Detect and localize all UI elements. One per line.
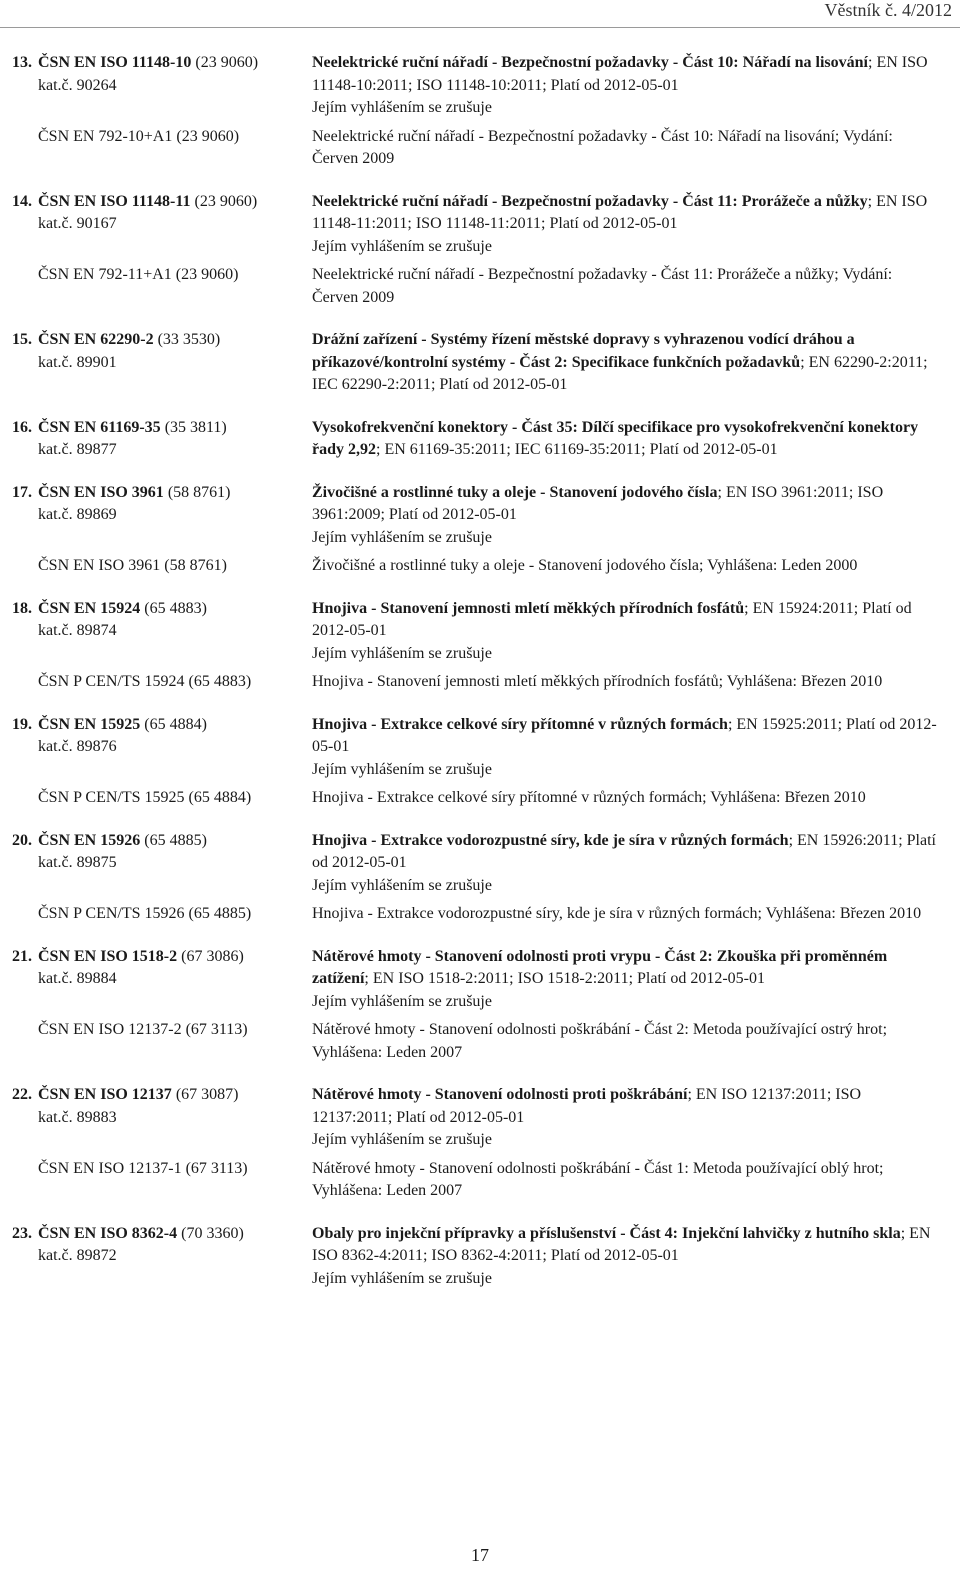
- entry-number: 21.: [12, 947, 32, 965]
- classification-code: (23 9060): [191, 54, 259, 71]
- entry-main-row: [0, 598, 960, 666]
- classification-code: (33 3530): [153, 331, 221, 348]
- catalog-number: kat.č. 89877: [38, 441, 117, 458]
- standard-title: Nátěrové hmoty - Stanovení odolnosti proti poškrábání: [312, 1086, 688, 1103]
- entry-code-cell: [0, 946, 302, 1014]
- standard-title: Drážní zařízení - Systémy řízení městské dopravy s vyhrazenou vodící dráhou a příkazové/kontrolní systémy - Část 2: Specifikace funkčních požadavků: [312, 331, 855, 371]
- entry-description-cell: [302, 482, 942, 550]
- catalog-number: kat.č. 89901: [38, 353, 117, 371]
- standard-code: ČSN EN ISO 11148-10: [38, 54, 192, 71]
- cancellation-note: Jejím vyhlášením se zrušuje: [312, 876, 492, 894]
- replaced-description: Hnojiva - Stanovení jemnosti mletí měkkých přírodních fosfátů; Vyhlášena: Březen 2010: [312, 673, 883, 690]
- catalog-number: kat.č. 89876: [38, 738, 117, 755]
- entry-description-cell: [302, 1223, 942, 1291]
- replaced-code: ČSN EN 792-11+A1 (23 9060): [38, 266, 239, 283]
- entry-code-cell: [0, 417, 302, 462]
- replaced-code: ČSN EN ISO 3961 (58 8761): [38, 557, 227, 574]
- entry-description-cell: [302, 329, 942, 397]
- entry-main-row: [0, 830, 960, 898]
- standard-details: ; EN ISO 1518-2:2011; ISO 1518-2:2011; Platí od 2012-05-01: [364, 970, 765, 987]
- catalog-number: kat.č. 89874: [38, 622, 117, 639]
- classification-code: (67 3086): [177, 947, 244, 965]
- standard-title: Vysokofrekvenční konektory - Část 35: Dílčí specifikace pro vysokofrekvenční konektory řady 2,92: [312, 418, 919, 458]
- entry-description-cell: [302, 417, 942, 462]
- standard-code: ČSN EN ISO 3961: [38, 483, 164, 501]
- entry-description-cell: [302, 830, 942, 898]
- entry-main-row: [0, 329, 960, 397]
- entry-description-cell: [302, 946, 942, 1014]
- entry-number: 14.: [12, 192, 32, 210]
- replaced-code: ČSN P CEN/TS 15924 (65 4883): [38, 673, 252, 690]
- standard-entry: [0, 714, 960, 810]
- standard-code: ČSN EN ISO 8362-4: [38, 1224, 178, 1242]
- standard-title: Hnojiva - Stanovení jemnosti mletí měkkých přírodních fosfátů: [312, 599, 745, 617]
- standard-title: Nátěrové hmoty - Stanovení odolnosti proti vrypu - Část 2: Zkouška při proměnném zatížení: [312, 947, 888, 987]
- classification-code: (65 4883): [140, 599, 207, 617]
- standard-code: ČSN EN ISO 1518-2: [38, 947, 178, 965]
- standard-code: ČSN EN ISO 11148-11: [38, 192, 191, 210]
- cancellation-note: Jejím vyhlášením se zrušuje: [312, 528, 492, 546]
- catalog-number: kat.č. 89883: [38, 1108, 117, 1126]
- standard-entry: [0, 1223, 960, 1291]
- standard-entry: [0, 417, 960, 462]
- standard-code: ČSN EN 15925: [38, 715, 141, 733]
- entry-replaced-row: [0, 903, 960, 926]
- catalog-number: kat.č. 89869: [38, 506, 117, 523]
- standard-details: ; EN ISO 12137:2011; ISO 12137:2011; Platí od 2012-05-01: [312, 1086, 862, 1126]
- standard-code: ČSN EN 62290-2: [38, 331, 154, 348]
- classification-code: (35 3811): [160, 418, 227, 436]
- entry-main-row: [0, 946, 960, 1014]
- entry-code-cell: [0, 1084, 302, 1152]
- entry-number: 23.: [12, 1224, 32, 1242]
- entry-replaced-row: [0, 126, 960, 171]
- journal-issue: Věstník č. 4/2012: [824, 0, 952, 20]
- standard-details: ; EN ISO 11148-11:2011; ISO 11148-11:2011; Platí od 2012-05-01: [312, 192, 928, 232]
- entry-number: 18.: [12, 599, 32, 617]
- page-number: 17: [471, 1545, 489, 1565]
- standards-list: [0, 52, 960, 1310]
- entry-main-row: [0, 1084, 960, 1152]
- entry-number: 17.: [12, 483, 32, 501]
- cancellation-note: Jejím vyhlášením se zrušuje: [312, 1269, 492, 1287]
- standard-code: ČSN EN 15926: [38, 831, 141, 849]
- standard-entry: [0, 598, 960, 694]
- standard-entry: [0, 191, 960, 310]
- classification-code: (58 8761): [163, 483, 231, 501]
- classification-code: (65 4884): [140, 715, 207, 733]
- standard-code: ČSN EN ISO 12137: [38, 1086, 172, 1103]
- replaced-description: Nátěrové hmoty - Stanovení odolnosti poškrábání - Část 1: Metoda používající oblý hrot; Vyhlášena: Leden 2007: [312, 1159, 884, 1199]
- entry-code-cell: [0, 329, 302, 397]
- standard-entry: [0, 52, 960, 171]
- classification-code: (70 3360): [177, 1224, 244, 1242]
- classification-code: (65 4885): [140, 831, 207, 849]
- cancellation-note: Jejím vyhlášením se zrušuje: [312, 760, 492, 778]
- standard-details: ; EN 15925:2011; Platí od 2012-05-01: [312, 715, 937, 755]
- entry-replaced-row: [0, 264, 960, 309]
- standard-title: Hnojiva - Extrakce celkové síry přítomné v různých formách: [312, 715, 728, 733]
- standard-title: Neelektrické ruční nářadí - Bezpečnostní požadavky - Část 11: Prorážeče a nůžky: [312, 192, 868, 210]
- page-header: [0, 0, 960, 28]
- entry-code-cell: [0, 830, 302, 898]
- entry-number: 15.: [12, 331, 32, 348]
- standard-entry: [0, 830, 960, 926]
- catalog-number: kat.č. 90167: [38, 215, 117, 232]
- entry-replaced-row: [0, 1019, 960, 1064]
- standard-code: ČSN EN 61169-35: [38, 418, 161, 436]
- standard-details: ; EN ISO 3961:2011; ISO 3961:2009; Platí od 2012-05-01: [312, 483, 884, 523]
- standard-entry: [0, 1084, 960, 1203]
- replaced-code: ČSN EN ISO 12137-2 (67 3113): [38, 1021, 248, 1038]
- standard-details: ; EN 15926:2011; Platí od 2012-05-01: [312, 831, 936, 871]
- entry-main-row: [0, 714, 960, 782]
- replaced-code: ČSN P CEN/TS 15926 (65 4885): [38, 905, 252, 922]
- catalog-number: kat.č. 89875: [38, 854, 117, 871]
- standard-details: ; EN 15924:2011; Platí od 2012-05-01: [312, 599, 912, 639]
- replaced-code: ČSN EN ISO 12137-1 (67 3113): [38, 1159, 248, 1177]
- standard-entry: [0, 482, 960, 578]
- entry-number: 22.: [12, 1086, 32, 1103]
- entry-code-cell: [0, 714, 302, 782]
- classification-code: (23 9060): [190, 192, 258, 210]
- standard-details: ; EN 62290-2:2011; IEC 62290-2:2011; Platí od 2012-05-01: [312, 353, 928, 393]
- cancellation-note: Jejím vyhlášením se zrušuje: [312, 992, 492, 1010]
- replaced-description: Živočišné a rostlinné tuky a oleje - Stanovení jodového čísla; Vyhlášena: Leden 2000: [312, 557, 858, 574]
- entry-number: 13.: [12, 54, 32, 71]
- standard-title: Živočišné a rostlinné tuky a oleje - Stanovení jodového čísla: [312, 483, 718, 501]
- entry-number: 16.: [12, 418, 32, 436]
- standard-entry: [0, 946, 960, 1065]
- entry-code-cell: [0, 598, 302, 666]
- cancellation-note: Jejím vyhlášením se zrušuje: [312, 237, 492, 255]
- entry-code-cell: [0, 482, 302, 550]
- replaced-description: Hnojiva - Extrakce vodorozpustné síry, kde je síra v různých formách; Vyhlášena: Březen 2010: [312, 905, 922, 922]
- cancellation-note: Jejím vyhlášením se zrušuje: [312, 99, 492, 116]
- replaced-code: ČSN EN 792-10+A1 (23 9060): [38, 127, 240, 145]
- entry-description-cell: [302, 1084, 942, 1152]
- classification-code: (67 3087): [171, 1086, 239, 1103]
- entry-replaced-row: [0, 1158, 960, 1203]
- entry-replaced-row: [0, 671, 960, 694]
- replaced-description: Neelektrické ruční nářadí - Bezpečnostní požadavky - Část 10: Nářadí na lisování; Vydání: Červen 2009: [312, 127, 893, 167]
- standard-details: ; EN ISO 11148-10:2011; ISO 11148-10:2011; Platí od 2012-05-01: [312, 54, 928, 94]
- entry-code-cell: [0, 1223, 302, 1291]
- entry-code-cell: [0, 52, 302, 120]
- replaced-code: ČSN P CEN/TS 15925 (65 4884): [38, 789, 252, 806]
- catalog-number: kat.č. 89884: [38, 970, 117, 987]
- replaced-description: Neelektrické ruční nářadí - Bezpečnostní požadavky - Část 11: Prorážeče a nůžky; Vydání: Červen 2009: [312, 266, 893, 306]
- entry-code-cell: [0, 191, 302, 259]
- standard-details: ; EN ISO 8362-4:2011; ISO 8362-4:2011; Platí od 2012-05-01: [312, 1224, 931, 1264]
- entry-replaced-row: [0, 555, 960, 578]
- entry-description-cell: [302, 191, 942, 259]
- entry-description-cell: [302, 714, 942, 782]
- entry-number: 20.: [12, 831, 32, 849]
- standard-details: ; EN 61169-35:2011; IEC 61169-35:2011; Platí od 2012-05-01: [376, 441, 778, 458]
- standard-title: Obaly pro injekční přípravky a příslušenství - Část 4: Injekční lahvičky z hutního skla: [312, 1224, 901, 1242]
- replaced-description: Hnojiva - Extrakce celkové síry přítomné v různých formách; Vyhlášena: Březen 2010: [312, 789, 866, 806]
- entry-description-cell: [302, 598, 942, 666]
- replaced-description: Nátěrové hmoty - Stanovení odolnosti poškrábání - Část 2: Metoda používající ostrý hrot; Vyhlášena: Leden 2007: [312, 1021, 888, 1061]
- standard-code: ČSN EN 15924: [38, 599, 141, 617]
- entry-main-row: [0, 52, 960, 120]
- entry-replaced-row: [0, 787, 960, 810]
- standard-title: Neelektrické ruční nářadí - Bezpečnostní požadavky - Část 10: Nářadí na lisování: [312, 54, 868, 71]
- standard-entry: [0, 329, 960, 397]
- standard-title: Hnojiva - Extrakce vodorozpustné síry, kde je síra v různých formách: [312, 831, 789, 849]
- entry-main-row: [0, 1223, 960, 1291]
- catalog-number: kat.č. 90264: [38, 76, 117, 94]
- entry-description-cell: [302, 52, 942, 120]
- entry-main-row: [0, 417, 960, 462]
- cancellation-note: Jejím vyhlášením se zrušuje: [312, 1131, 492, 1148]
- entry-main-row: [0, 191, 960, 259]
- cancellation-note: Jejím vyhlášením se zrušuje: [312, 644, 492, 662]
- catalog-number: kat.č. 89872: [38, 1247, 117, 1264]
- entry-main-row: [0, 482, 960, 550]
- entry-number: 19.: [12, 715, 32, 733]
